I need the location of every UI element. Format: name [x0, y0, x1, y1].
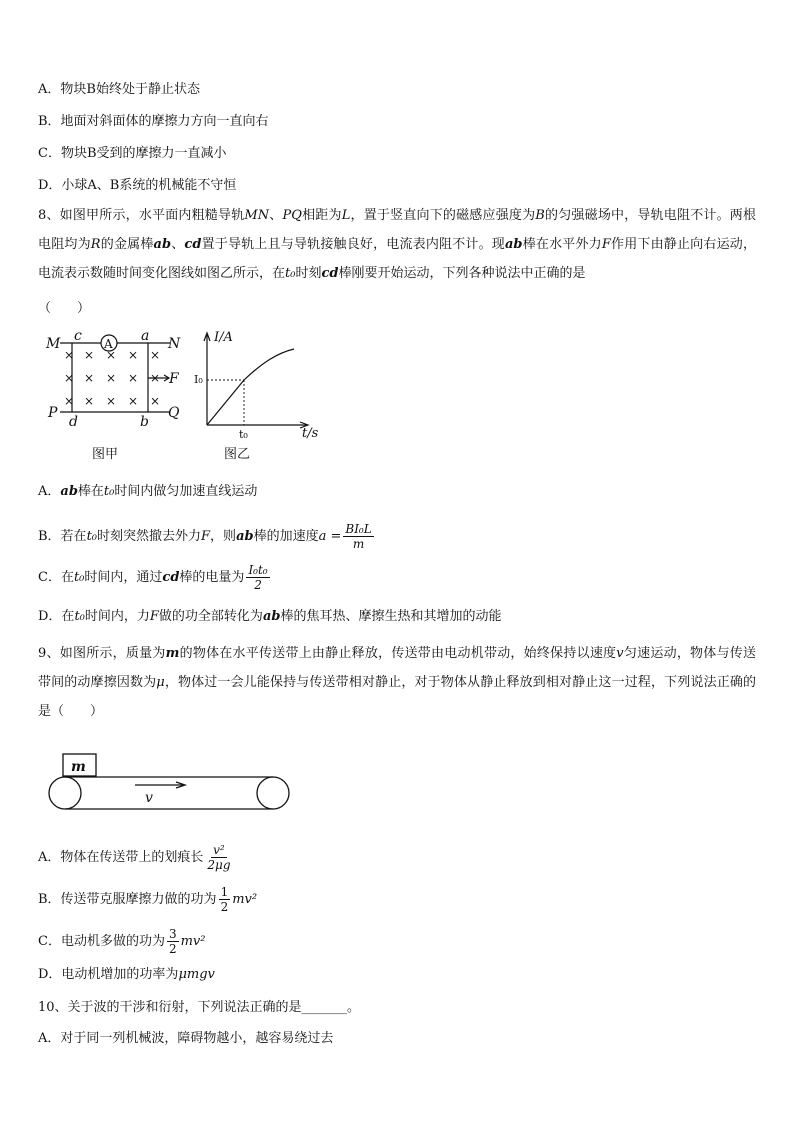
fig-cross: × [106, 371, 117, 385]
t0-label: t₀ [239, 428, 248, 441]
q9-conveyor-figure [40, 752, 300, 816]
q8-option-c: C．在t₀时间内，通过cd棒的电量为 $\frac{\text{I₀t₀}}{2}$ [38, 563, 268, 592]
label-f: F [169, 371, 179, 387]
q8-figure-yi [192, 325, 332, 467]
fig-cross: × [150, 371, 161, 385]
q9-option-b: B．传送带克服摩擦力做的功为 $\frac{1}{2}$ mv² [38, 885, 258, 914]
q8-answer-paren: （ ） [38, 301, 91, 316]
q9-option-c: C．电动机多做的功为 $\frac{3}{2}$ mv² [38, 927, 206, 956]
block-label-m: m [71, 759, 86, 775]
q9-option-a: A．物体在传送带上的划痕长 $\frac{\text{v²}}{2\mu g}$ [38, 843, 231, 872]
label-p: P [48, 405, 58, 421]
label-a: a [141, 328, 150, 344]
fraction: $\frac{1}{2}$ [220, 885, 229, 914]
figure-caption-jia: 图甲 [92, 447, 119, 462]
fig-cross: × [64, 348, 75, 362]
axis-y-label: I/A [214, 330, 233, 345]
fig-cross: × [106, 348, 117, 362]
fig-cross: × [150, 348, 161, 362]
velocity-label: v [145, 790, 153, 806]
label-q: Q [168, 405, 180, 421]
fraction: $\frac{3}{2}$ [168, 927, 177, 956]
fraction: $\frac{\text{v²}}{2\mu g}$ [207, 843, 231, 872]
q7-option-b: B．地面对斜面体的摩擦力方向一直向右 [38, 114, 269, 129]
q7-option-a: A．物块B始终处于静止状态 [38, 82, 200, 97]
fig-cross: × [128, 371, 139, 385]
label-c: c [74, 328, 82, 344]
ammeter-label: A [104, 337, 113, 351]
fig-cross: × [150, 394, 161, 408]
q8-figure-jia [44, 328, 194, 468]
figure-caption-yi: 图乙 [224, 447, 251, 462]
label-d: d [69, 414, 78, 430]
fraction: $\frac{\text{BI₀L}}{m}$ [345, 522, 372, 551]
fig-cross: × [106, 394, 117, 408]
q9-option-d: D．电动机增加的功率为μmgv [38, 967, 215, 982]
fig-cross: × [128, 348, 139, 362]
label-n: N [168, 336, 181, 352]
q9-stem: 9、如图所示，质量为m的物体在水平传送带上由静止释放，传送带由电动机带动，始终保持以速度v匀速运动，物体与传送带间的动摩擦因数为μ，物体过一会儿能保持与传送带相对静止，对于物体从静止释放到相对静止这一过程，下列说法正确的是（ ） [38, 646, 756, 719]
q10-option-a: A．对于同一列机械波，障碍物越小，越容易绕过去 [38, 1031, 334, 1046]
q8-option-a: A．ab棒在t₀时间内做匀加速直线运动 [38, 484, 258, 499]
label-b: b [140, 414, 149, 430]
q8-option-b: B．若在t₀时刻突然撤去外力F，则ab棒的加速度a = $\frac{\text{BI₀L}}{m}$ [38, 522, 372, 551]
q7-option-d: D．小球A、B系统的机械能不守恒 [38, 178, 237, 193]
fig-cross: × [84, 371, 95, 385]
fig-cross: × [64, 394, 75, 408]
fig-cross: × [84, 394, 95, 408]
fig-cross: × [84, 348, 95, 362]
axis-x-label: t/s [302, 426, 319, 441]
fig-cross: × [128, 394, 139, 408]
fig-cross: × [64, 371, 75, 385]
i0-label: I₀ [194, 373, 203, 386]
label-m: M [46, 336, 61, 352]
q10-stem: 10、关于波的干涉和衍射，下列说法正确的是_______。 [38, 1000, 361, 1015]
q8-option-d: D．在t₀时间内，力F做的功全部转化为ab棒的焦耳热、摩擦生热和其增加的动能 [38, 609, 502, 624]
fraction: $\frac{\text{I₀t₀}}{2}$ [248, 563, 268, 592]
q8-stem: 8、如图甲所示，水平面内粗糙导轨MN、PQ相距为L，置于竖直向下的磁感应强度为B的匀强磁场中，导轨电阻不计。两根电阻均为R的金属棒ab、cd置于导轨上且与导轨接触良好，电流表内阻不计。现ab棒在水平外力F作用下由静止向右运动，电流表示数随时间变化图线如图乙所示，在t₀时刻cd棒刚要开始运动，下列各种说法中正确的是 [38, 208, 756, 281]
q7-option-c: C．物块B受到的摩擦力一直减小 [38, 146, 227, 161]
